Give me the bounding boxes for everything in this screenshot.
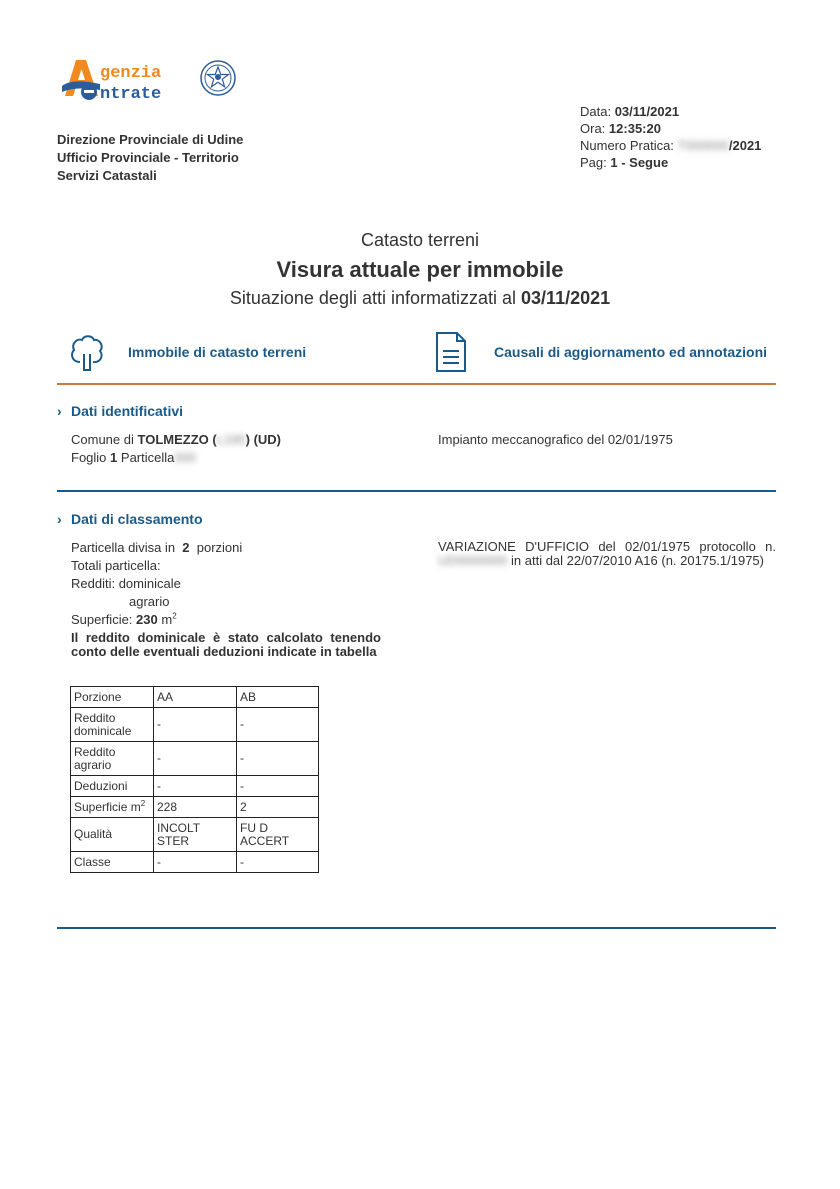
- impianto-text: Impianto meccanografico del 02/01/1975: [438, 432, 673, 447]
- meta-data: Data: 03/11/2021: [580, 104, 680, 119]
- chevron-right-icon: ›: [57, 511, 62, 527]
- table-row: [71, 687, 319, 708]
- table-cell: AA: [154, 687, 237, 708]
- causali-link-label: Causali di aggiornamento ed annotazioni: [494, 344, 768, 360]
- table-cell: -: [237, 742, 319, 776]
- totali-line: Totali particella:: [71, 558, 161, 573]
- classamento-left: [71, 539, 242, 629]
- office-line-1: Direzione Provinciale di Udine: [57, 132, 244, 147]
- table-cell: AB: [237, 687, 319, 708]
- redditi-agrario-line: agrario: [129, 594, 170, 609]
- causali-link[interactable]: [434, 330, 767, 374]
- immobile-link-label: Immobile di catasto terreni: [128, 344, 307, 360]
- superficie-line: Superficie: 230 $m^2$: [71, 611, 177, 627]
- meta-pag: Pag: 1 - Segue: [580, 155, 669, 170]
- meta-pratica: Numero Pratica: T000000/2021: [580, 138, 762, 153]
- table-cell: Classe: [71, 852, 154, 873]
- table-row: [71, 708, 319, 742]
- table-cell: Deduzioni: [71, 776, 154, 797]
- table-cell: -: [154, 776, 237, 797]
- pratica-redacted: T000000: [677, 138, 729, 153]
- table-row: [71, 852, 319, 873]
- section-title-classamento: Dati di classamento: [71, 511, 203, 527]
- table-cell: -: [154, 742, 237, 776]
- divider-blue-2: [57, 927, 776, 929]
- immobile-link[interactable]: [68, 330, 306, 374]
- identificativi-left: [71, 431, 281, 467]
- table-cell: -: [237, 852, 319, 873]
- table-cell: -: [237, 776, 319, 797]
- table-row: [71, 776, 319, 797]
- particella-redacted: 000: [174, 450, 197, 465]
- comune-line: Comune di TOLMEZZO (L195) (UD): [71, 432, 282, 447]
- page-title: Visura attuale per immobile: [276, 257, 564, 282]
- republic-emblem-icon: [201, 61, 235, 95]
- office-line-3: Servizi Catastali: [57, 168, 157, 183]
- document-icon: [434, 331, 468, 373]
- porzioni-table: [70, 686, 319, 873]
- redditi-dominicale-line: Redditi: dominicale: [71, 576, 181, 591]
- table-cell: Porzione: [71, 687, 154, 708]
- divider-blue-1: [57, 490, 776, 492]
- table-cell: 228: [154, 797, 237, 818]
- situazione-line: Situazione degli atti informatizzati al 03/11/2021: [229, 288, 611, 308]
- table-cell: 2: [237, 797, 319, 818]
- divisa-line: Particella divisa in 2 porzioni: [71, 540, 243, 555]
- meta-ora: Ora: 12:35:20: [580, 121, 661, 136]
- agenzia-entrate-logo: [62, 56, 237, 104]
- tree-icon: [68, 332, 106, 372]
- table-cell: Qualità: [71, 818, 154, 852]
- table-cell: Reddito agrario: [71, 742, 154, 776]
- section-dati-classamento: [57, 511, 203, 527]
- subtitle: Catasto terreni: [360, 230, 480, 250]
- table-cell: Reddito dominicale: [71, 708, 154, 742]
- comune-code-redacted: L195: [216, 432, 246, 447]
- foglio-line: Foglio 1 Particella000: [71, 450, 197, 465]
- table-cell: -: [237, 708, 319, 742]
- table-row: [71, 797, 319, 818]
- table-cell: FU D ACCERT: [237, 818, 319, 852]
- logo-word-2: ntrate: [100, 85, 162, 104]
- variazione-text: VARIAZIONE D'UFFICIO del 02/01/1975 protocollo n. UD0000000 in atti dal 22/07/2010 A16 (n. 20175.1/1975): [438, 539, 776, 568]
- protocollo-redacted: UD0000000: [438, 553, 508, 568]
- divider-orange: [57, 383, 776, 385]
- section-title-identificativi: Dati identificativi: [71, 403, 184, 419]
- table-cell: Superficie $m^2$: [71, 797, 154, 818]
- logo-word-1: genzia: [100, 64, 162, 83]
- section-dati-identificativi: [57, 403, 183, 419]
- table-row: [71, 742, 319, 776]
- office-block: [57, 131, 243, 185]
- meta-block: [580, 103, 761, 171]
- table-cell: INCOLT STER: [154, 818, 237, 852]
- chevron-right-icon: ›: [57, 403, 62, 419]
- table-row: [71, 818, 319, 852]
- reddito-note: Il reddito dominicale è stato calcolato tenendo conto delle eventuali deduzioni indicate in tabella: [71, 630, 381, 659]
- table-cell: -: [154, 708, 237, 742]
- office-line-2: Ufficio Provinciale - Territorio: [57, 150, 239, 165]
- table-cell: -: [154, 852, 237, 873]
